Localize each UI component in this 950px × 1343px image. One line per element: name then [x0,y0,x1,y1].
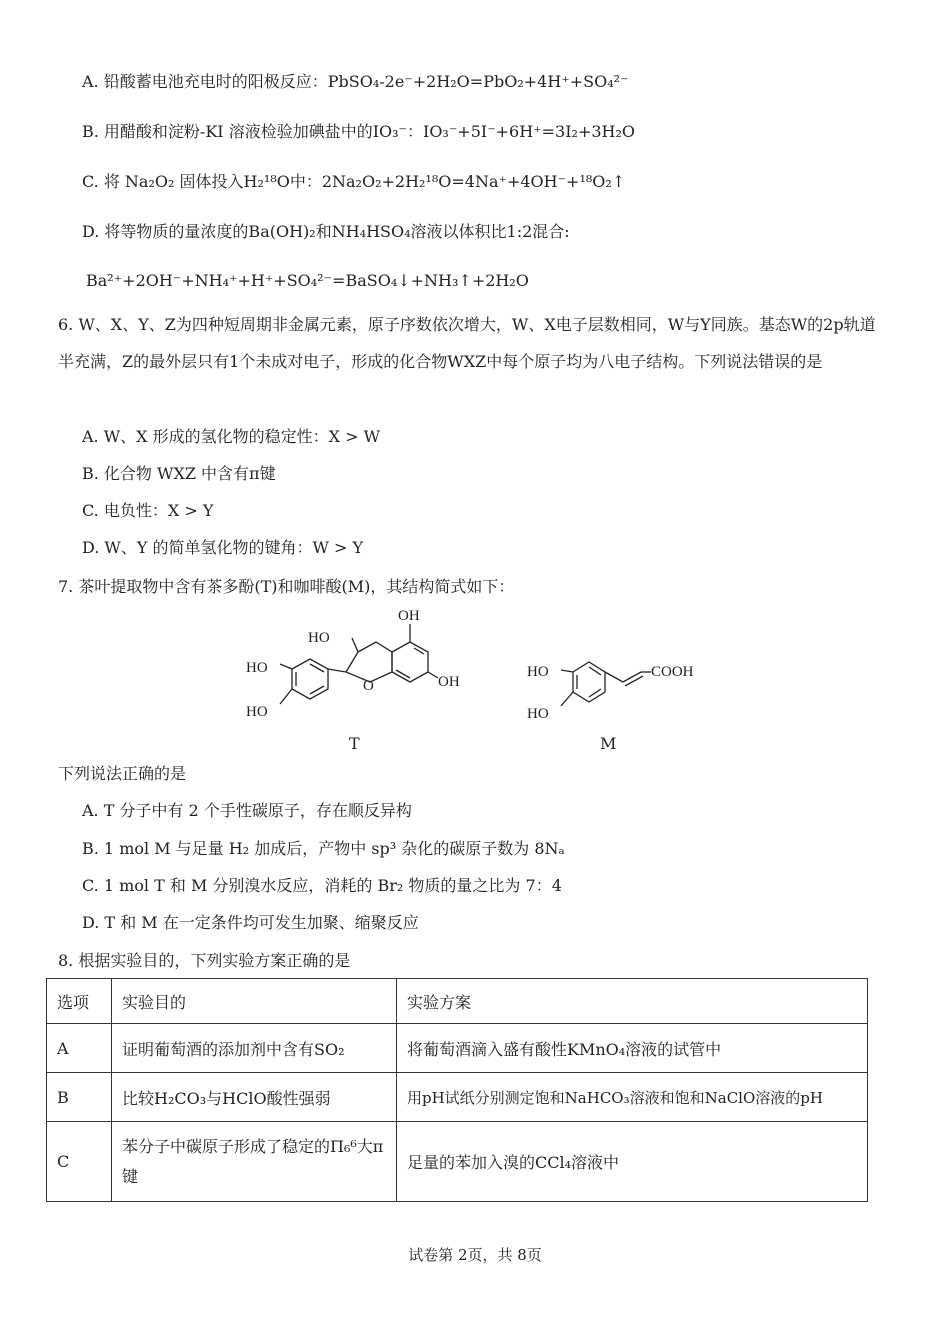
row-a-scheme: 将葡萄酒滴入盛有酸性KMnO₄溶液的试管中 [397,1024,868,1073]
row-b-scheme: 用pH试纸分别测定饱和NaHCO₃溶液和饱和NaClO溶液的pH [397,1073,868,1122]
table-row [47,1073,868,1122]
q7-option-b: B. 1 mol M 与足量 H₂ 加成后，产物中 sp³ 杂化的碳原子数为 8Nₐ [82,839,565,858]
page-footer: 试卷第 2页，共 8页 [408,1246,542,1264]
table-header-row [47,979,868,1024]
t-atom-ho-2: HO [246,704,268,720]
header-option: 选项 [47,979,112,1024]
q7-prompt: 下列说法正确的是 [58,764,187,783]
t-atom-ho-mid: HO [308,630,330,646]
row-a-purpose: 证明葡萄酒的添加剂中含有SO₂ [112,1024,397,1073]
q7-stem: 7. 茶叶提取物中含有茶多酚(T)和咖啡酸(M)，其结构简式如下： [58,577,515,596]
structure-m-diagram [525,648,715,728]
q5-option-b: B. 用醋酸和淀粉-KI 溶液检验加碘盐中的IO₃⁻：IO₃⁻+5I⁻+6H⁺=3I₂+3H₂O [82,122,636,141]
q7-option-d: D. T 和 M 在一定条件均可发生加聚、缩聚反应 [82,913,419,932]
m-atom-cooh: COOH [651,664,694,680]
row-c-option: C [47,1122,112,1202]
q6-stem: 6. W、X、Y、Z为四种短周期非金属元素，原子序数依次增大，W、X电子层数相同，W与Y同族。基态W的2p轨道半充满，Z的最外层只有1个未成对电子，形成的化合物WXZ中每个原子均为八电子结构。下列说法错误的是 [58,315,876,371]
row-b-option: B [47,1073,112,1122]
q6-option-c: C. 电负性：X > Y [82,501,214,520]
structure-t-label: T [349,734,360,753]
table-row [47,1024,868,1073]
q8-stem: 8. 根据实验目的，下列实验方案正确的是 [58,951,351,970]
structure-m-label: M [600,734,617,753]
row-c-purpose: 苯分子中碳原子形成了稳定的Π₆⁶大π键 [112,1122,397,1202]
table-row [47,1122,868,1202]
q6-option-a: A. W、X 形成的氢化物的稳定性：X > W [82,427,381,446]
row-a-option: A [47,1024,112,1073]
row-b-purpose: 比较H₂CO₃与HClO酸性强弱 [112,1073,397,1122]
header-scheme: 实验方案 [397,979,868,1024]
q5-option-d-equation: Ba²⁺+2OH⁻+NH₄⁺+H⁺+SO₄²⁻=BaSO₄↓+NH₃↑+2H₂O [86,271,529,290]
q7-option-a: A. T 分子中有 2 个手性碳原子，存在顺反异构 [82,801,412,820]
q5-option-a: A. 铅酸蓄电池充电时的阳极反应：PbSO₄-2e⁻+2H₂O=PbO₂+4H⁺+SO₄²⁻ [82,72,629,91]
t-atom-o: O [363,678,374,694]
t-atom-oh-top: OH [398,608,420,624]
m-atom-ho-1: HO [527,664,549,680]
experiment-table [46,978,868,1202]
t-atom-ho-1: HO [246,660,268,676]
q5-option-c: C. 将 Na₂O₂ 固体投入H₂¹⁸O中：2Na₂O₂+2H₂¹⁸O=4Na⁺+4OH⁻+¹⁸O₂↑ [82,172,626,191]
q6-option-d: D. W、Y 的简单氢化物的键角：W > Y [82,538,364,557]
q7-option-c: C. 1 mol T 和 M 分别溴水反应，消耗的 Br₂ 物质的量之比为 7：4 [82,876,562,895]
structure-t-diagram [240,604,470,724]
row-c-scheme: 足量的苯加入溴的CCl₄溶液中 [397,1122,868,1202]
q5-option-d: D. 将等物质的量浓度的Ba(OH)₂和NH₄HSO₄溶液以体积比1:2混合: [82,222,570,241]
t-atom-oh-right: OH [438,674,460,690]
header-purpose: 实验目的 [112,979,397,1024]
q6-option-b: B. 化合物 WXZ 中含有π键 [82,464,276,483]
m-atom-ho-2: HO [527,706,549,722]
